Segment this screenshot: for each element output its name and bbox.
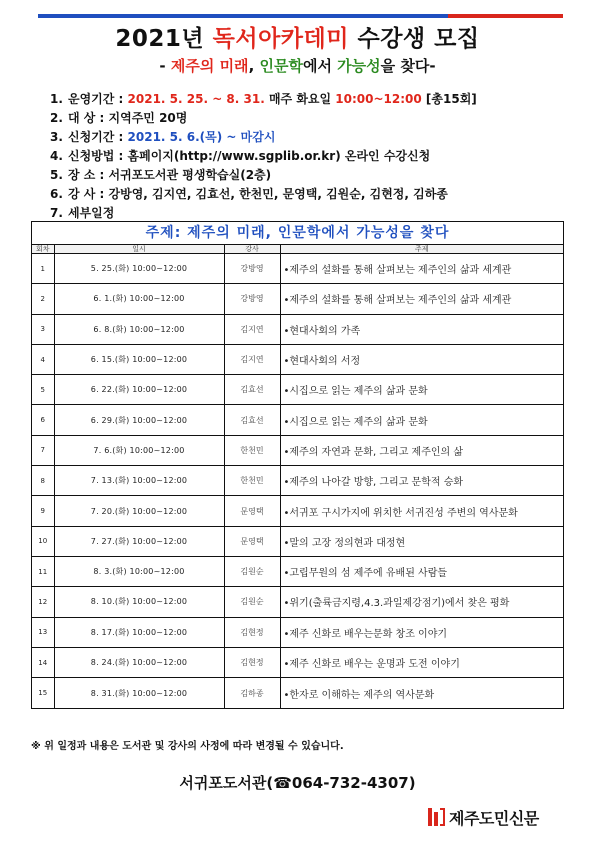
table-row — [32, 254, 563, 284]
table-row — [32, 344, 563, 374]
session-number: 10 — [32, 526, 54, 556]
table-row — [32, 405, 563, 435]
session-topic: •시집으로 읽는 제주의 삶과 문화 — [280, 405, 563, 435]
session-number: 6 — [32, 405, 54, 435]
session-datetime: 8. 3.(화) 10:00~12:00 — [54, 556, 224, 586]
subtitle-comma: , — [248, 57, 260, 75]
info-period-weekday: 매주 화요일 — [268, 92, 336, 106]
info-number: 2. — [50, 111, 63, 125]
session-topic: •현대사회의 서정 — [280, 344, 563, 374]
subtitle-find: 을 찾다- — [380, 57, 436, 75]
table-row — [32, 284, 563, 314]
info-number: 7. — [50, 206, 63, 220]
session-number: 2 — [32, 284, 54, 314]
table-row — [32, 647, 563, 677]
session-topic: •제주의 설화를 통해 살펴보는 제주인의 삶과 세계관 — [280, 284, 563, 314]
session-lecturer: 김현정 — [224, 647, 280, 677]
page-title — [0, 20, 595, 53]
info-label: 강 사 : — [68, 187, 109, 201]
session-number: 7 — [32, 435, 54, 465]
table-row — [32, 435, 563, 465]
session-topic: •제주 신화로 배우는 운명과 도전 이야기 — [280, 647, 563, 677]
session-topic: •제주의 나아갈 방향, 그리고 문학적 승화 — [280, 466, 563, 496]
title-recruit: 수강생 모집 — [348, 26, 480, 52]
session-topic: •위기(출륙금지령,4.3.과일제강점기)에서 찾은 평화 — [280, 587, 563, 617]
header-topic: 주제 — [280, 245, 563, 254]
newspaper-logo-icon — [428, 808, 445, 826]
schedule-table-box — [31, 221, 564, 709]
session-number: 14 — [32, 647, 54, 677]
session-lecturer: 강방영 — [224, 284, 280, 314]
top-color-bar — [38, 14, 563, 18]
schedule-table — [32, 245, 563, 708]
info-label: 대 상 : — [68, 111, 109, 125]
info-place — [50, 166, 570, 185]
session-topic: •시집으로 읽는 제주의 삶과 문화 — [280, 375, 563, 405]
table-row — [32, 556, 563, 586]
library-contact: 서귀포도서관(☎064-732-4307) — [179, 774, 416, 792]
table-row — [32, 526, 563, 556]
info-period-time: 10:00~12:00 — [335, 92, 426, 106]
subtitle-humanities: 인문학 — [259, 57, 303, 75]
session-number: 3 — [32, 314, 54, 344]
subtitle-possibility: 가능성 — [337, 57, 381, 75]
subtitle-in: 에서 — [302, 57, 338, 75]
info-value: 지역주민 20명 — [108, 111, 188, 125]
info-label: 장 소 : — [68, 168, 109, 182]
schedule-header-row — [32, 245, 563, 254]
top-bar-red-segment — [448, 14, 563, 18]
session-lecturer: 김효선 — [224, 375, 280, 405]
session-datetime: 5. 25.(화) 10:00~12:00 — [54, 254, 224, 284]
session-datetime: 7. 20.(화) 10:00~12:00 — [54, 496, 224, 526]
table-row — [32, 314, 563, 344]
info-number: 1. — [50, 92, 63, 106]
session-lecturer: 김원순 — [224, 556, 280, 586]
session-lecturer: 김현정 — [224, 617, 280, 647]
session-datetime: 7. 27.(화) 10:00~12:00 — [54, 526, 224, 556]
info-list — [50, 90, 570, 223]
top-bar-blue-segment — [38, 14, 448, 18]
info-value: 강방영, 김지연, 김효선, 한천민, 문영택, 김원순, 김현정, 김하종 — [108, 187, 448, 201]
info-target — [50, 109, 570, 128]
session-number: 13 — [32, 617, 54, 647]
session-number: 4 — [32, 344, 54, 374]
session-number: 12 — [32, 587, 54, 617]
info-period-total: [총15회] — [425, 92, 477, 106]
table-row — [32, 587, 563, 617]
session-topic: •고립무원의 섬 제주에 유배된 사람들 — [280, 556, 563, 586]
info-period-dates: 2021. 5. 25. ~ 8. 31. — [127, 92, 269, 106]
info-label: 신청기간 : — [68, 130, 128, 144]
info-label: 세부일정 — [68, 206, 115, 220]
info-number: 6. — [50, 187, 63, 201]
info-value: 홈페이지(http://www.sgplib.or.kr) 온라인 수강신청 — [127, 149, 431, 163]
session-lecturer: 김지연 — [224, 314, 280, 344]
info-number: 5. — [50, 168, 63, 182]
session-number: 8 — [32, 466, 54, 496]
session-number: 5 — [32, 375, 54, 405]
info-label: 신청방법 : — [68, 149, 128, 163]
session-datetime: 6. 1.(화) 10:00~12:00 — [54, 284, 224, 314]
session-topic: •제주의 설화를 통해 살펴보는 제주인의 삶과 세계관 — [280, 254, 563, 284]
info-value: 서귀포도서관 평생학습실(2층) — [108, 168, 272, 182]
session-topic: •서귀포 구시가지에 위치한 서귀진성 주변의 역사문화 — [280, 496, 563, 526]
session-number: 11 — [32, 556, 54, 586]
info-apply-period — [50, 128, 570, 147]
session-lecturer: 문영택 — [224, 526, 280, 556]
subtitle-future: 제주의 미래 — [170, 57, 249, 75]
session-lecturer: 문영택 — [224, 496, 280, 526]
session-number: 15 — [32, 678, 54, 708]
change-notice: ※ 위 일정과 내용은 도서관 및 강사의 사정에 따라 변경될 수 있습니다. — [31, 741, 344, 752]
session-topic: •현대사회의 가족 — [280, 314, 563, 344]
info-number: 3. — [50, 130, 63, 144]
session-datetime: 6. 22.(화) 10:00~12:00 — [54, 375, 224, 405]
session-topic: •말의 고장 정의현과 대정현 — [280, 526, 563, 556]
schedule-body — [32, 254, 563, 708]
info-apply-method — [50, 147, 570, 166]
session-datetime: 7. 6.(화) 10:00~12:00 — [54, 435, 224, 465]
session-lecturer: 김하종 — [224, 678, 280, 708]
table-row — [32, 466, 563, 496]
session-lecturer: 김원순 — [224, 587, 280, 617]
info-lecturers — [50, 185, 570, 204]
table-row — [32, 375, 563, 405]
table-row — [32, 678, 563, 708]
info-label: 운영기간 : — [68, 92, 128, 106]
info-number: 4. — [50, 149, 63, 163]
session-datetime: 7. 13.(화) 10:00~12:00 — [54, 466, 224, 496]
session-number: 1 — [32, 254, 54, 284]
page-subtitle — [0, 55, 595, 76]
schedule-theme: 주제: 제주의 미래, 인문학에서 가능성을 찾다 — [32, 222, 563, 245]
session-topic: •한자로 이해하는 제주의 역사문화 — [280, 678, 563, 708]
session-datetime: 8. 17.(화) 10:00~12:00 — [54, 617, 224, 647]
newspaper-logo — [428, 806, 539, 828]
table-row — [32, 496, 563, 526]
title-academy: 독서아카데미 — [212, 26, 349, 52]
header-datetime: 일시 — [54, 245, 224, 254]
header-lecturer: 강사 — [224, 245, 280, 254]
session-topic: •제주의 자연과 문화, 그리고 제주인의 삶 — [280, 435, 563, 465]
session-datetime: 6. 15.(화) 10:00~12:00 — [54, 344, 224, 374]
session-datetime: 8. 24.(화) 10:00~12:00 — [54, 647, 224, 677]
title-year: 2021년 — [115, 26, 213, 52]
session-lecturer: 한천민 — [224, 435, 280, 465]
session-lecturer: 김효선 — [224, 405, 280, 435]
session-lecturer: 한천민 — [224, 466, 280, 496]
info-period — [50, 90, 570, 109]
session-number: 9 — [32, 496, 54, 526]
session-lecturer: 김지연 — [224, 344, 280, 374]
session-topic: •제주 신화로 배우는문화 창조 이야기 — [280, 617, 563, 647]
subtitle-dash: - — [159, 57, 171, 75]
info-apply-dates: 2021. 5. 6.(목) ~ 마감시 — [127, 130, 276, 144]
session-datetime: 8. 31.(화) 10:00~12:00 — [54, 678, 224, 708]
header-session: 회차 — [32, 245, 54, 254]
session-lecturer: 강방영 — [224, 254, 280, 284]
session-datetime: 6. 29.(화) 10:00~12:00 — [54, 405, 224, 435]
table-row — [32, 617, 563, 647]
session-datetime: 6. 8.(화) 10:00~12:00 — [54, 314, 224, 344]
session-datetime: 8. 10.(화) 10:00~12:00 — [54, 587, 224, 617]
newspaper-logo-name: 제주도민신문 — [449, 808, 539, 828]
